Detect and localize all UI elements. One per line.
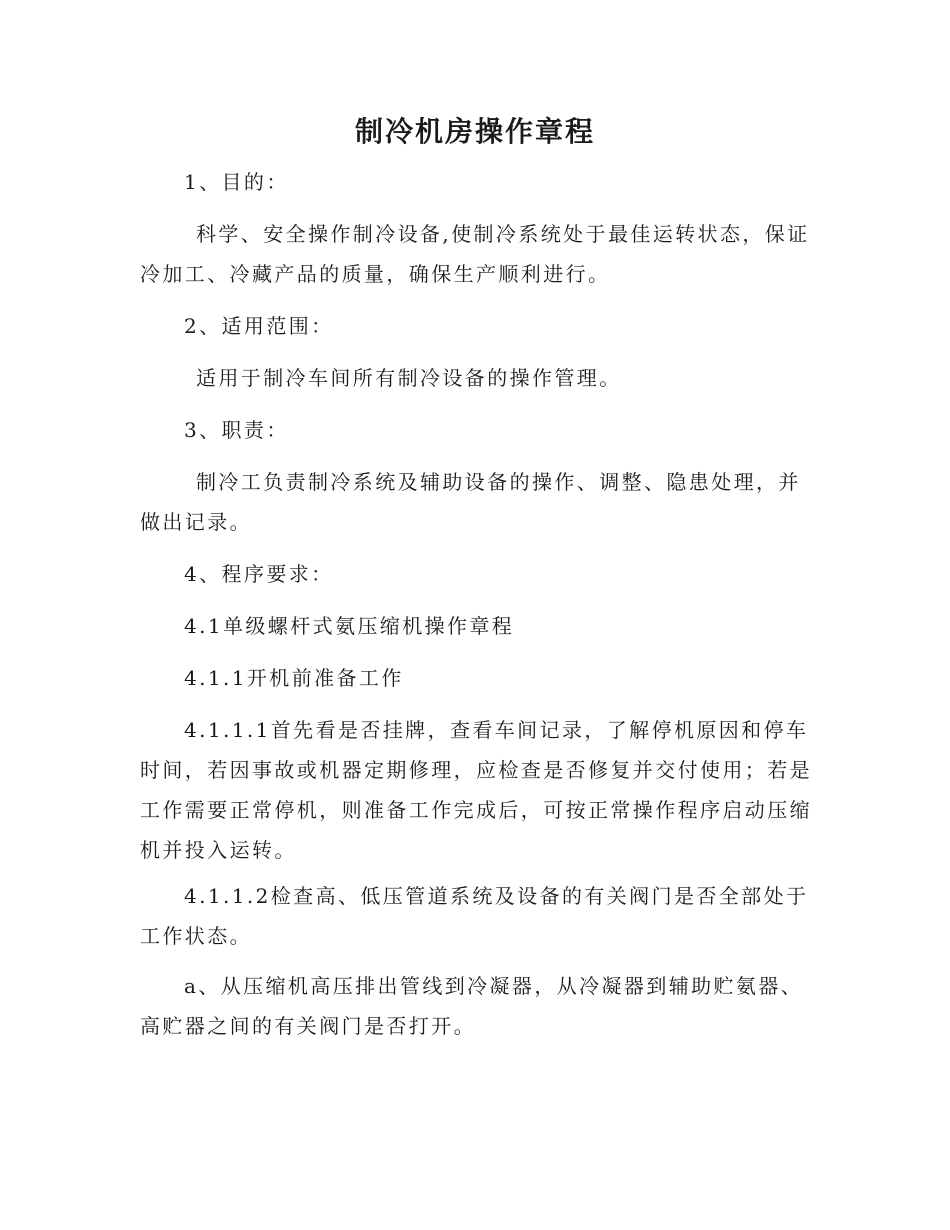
- subsection-heading-4-1-1: 4.1.1开机前准备工作: [184, 666, 404, 690]
- paragraph-4-1-1-2: 4.1.1.2检查高、低压管道系统及设备的有关阀门是否全部处于工作状态。: [140, 884, 809, 948]
- paragraph-purpose: 科学、安全操作制冷设备,使制冷系统处于最佳运转状态，保证冷加工、冷藏产品的质量，确保生产顺利进行。: [140, 222, 810, 286]
- paragraph-responsibility: 制冷工负责制冷系统及辅助设备的操作、调整、隐患处理，并做出记录。: [140, 470, 801, 534]
- document-title: 制冷机房操作章程: [354, 115, 595, 148]
- section-heading-procedure: 4、程序要求：: [184, 562, 334, 586]
- section-heading-responsibility: 3、职责：: [184, 418, 289, 442]
- section-heading-scope: 2、适用范围：: [184, 314, 334, 338]
- paragraph-scope: 适用于制冷车间所有制冷设备的操作管理。: [196, 366, 622, 390]
- subsection-heading-4-1: 4.1单级螺杆式氨压缩机操作章程: [184, 614, 515, 638]
- section-heading-purpose: 1、目的：: [184, 170, 289, 194]
- paragraph-4-1-1-1: 4.1.1.1首先看是否挂牌，查看车间记录，了解停机原因和停车时间，若因事故或机器定期修理，应检查是否修复并交付使用；若是工作需要正常停机，则准备工作完成后，可按正常操作程序启动压缩机并投入运转。: [140, 718, 812, 862]
- paragraph-item-a: a、从压缩机高压排出管线到冷凝器，从冷凝器到辅助贮氨器、高贮器之间的有关阀门是否打开。: [140, 974, 804, 1038]
